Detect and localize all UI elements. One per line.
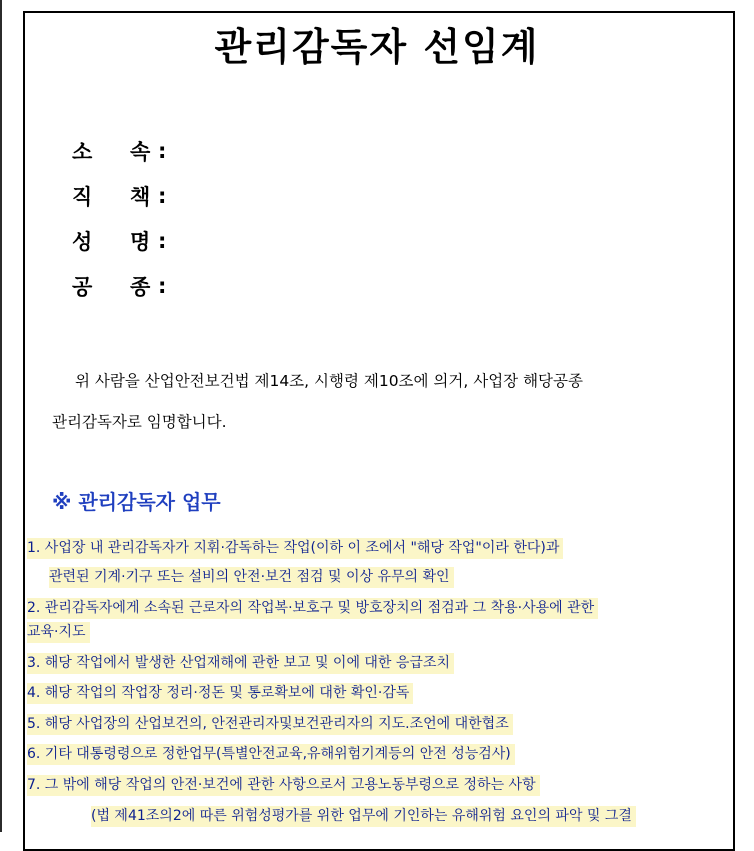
duty-item: 1. 사업장 내 관리감독자가 지휘·감독하는 작업(이하 이 조에서 "해당 작업"이라 한다)과 [27,538,563,559]
field-affiliation [72,136,166,166]
field-colon: : [158,229,167,253]
field-label-first: 성 [72,230,93,254]
duties-heading: ※ 관리감독자 업무 [52,490,221,514]
duty-item: (법 제41조의2에 따른 위험성평가를 위한 업무에 기인하는 유해위험 요인의 파악 및 그결 [91,806,636,827]
field-label-first: 직 [72,185,93,209]
duty-item: 관련된 기계·기구 또는 설비의 안전·보건 점검 및 이상 유무의 확인 [49,567,454,588]
field-label-first: 공 [72,275,93,299]
field-label-second: 명 [130,230,151,254]
left-edge-rule [0,0,2,832]
field-colon: : [158,139,167,163]
duty-item: 5. 해당 사업장의 산업보건의, 안전관리자및보건관리자의 지도.조언에 대한협조 [27,714,513,735]
field-label-first: 소 [72,140,93,164]
field-label-second: 종 [130,275,151,299]
statement-line-2: 관리감독자로 임명합니다. [52,413,227,431]
field-name [72,226,166,256]
field-work-type [72,271,166,301]
duty-item: 3. 해당 작업에서 발생한 산업재해에 관한 보고 및 이에 대한 응급조치 [27,653,454,674]
field-colon: : [158,274,167,298]
duty-item: 6. 기타 대통령령으로 정한업무(특별안전교육,유해위험기계등의 안전 성능검사) [27,744,515,765]
field-label-second: 책 [130,185,151,209]
document-title: 관리감독자 선임계 [214,25,540,69]
field-label-second: 속 [130,140,151,164]
duty-item: 2. 관리감독자에게 소속된 근로자의 작업복·보호구 및 방호장치의 점검과 그 착용·사용에 관한 [27,598,598,619]
duty-item: 7. 그 밖에 해당 작업의 안전·보건에 관한 사항으로서 고용노동부령으로 정하는 사항 [27,775,540,796]
statement-line-1: 위 사람을 산업안전보건법 제14조, 시행령 제10조에 의거, 사업장 해당공종 [75,372,583,390]
field-position [72,181,166,211]
field-colon: : [158,184,167,208]
duty-item: 교육·지도 [27,622,90,643]
duty-item: 4. 해당 작업의 작업장 정리·정돈 및 통로확보에 대한 확인·감독 [27,683,413,704]
